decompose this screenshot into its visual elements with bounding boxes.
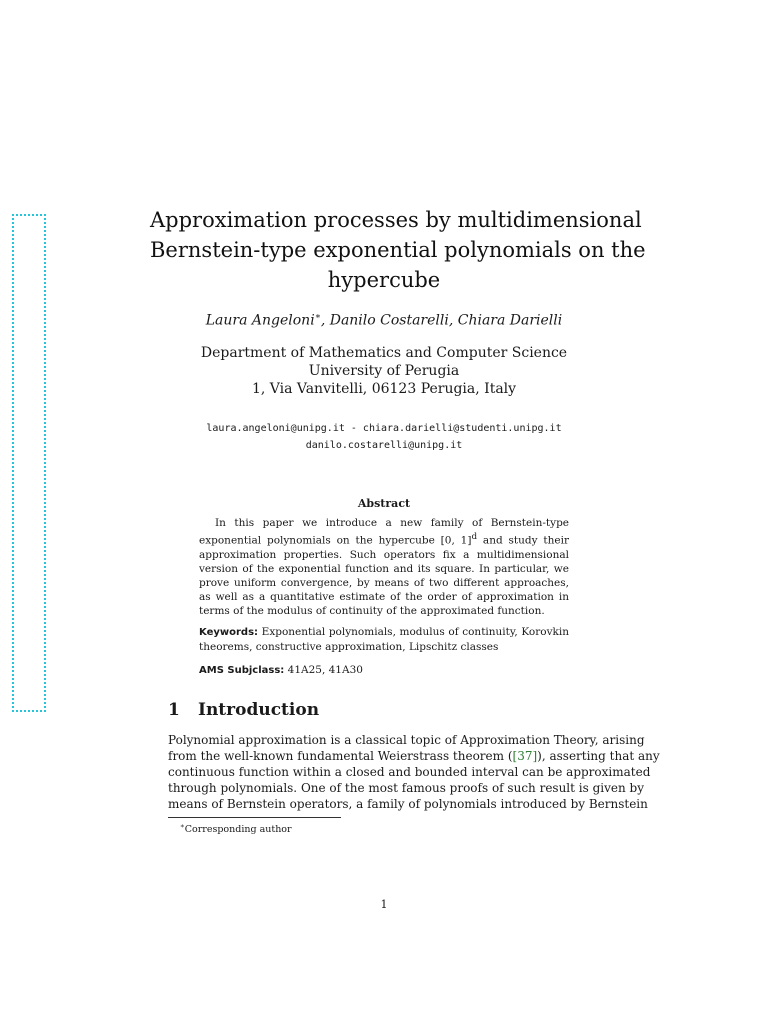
abstract-body: [199, 516, 569, 618]
section-number: 1: [168, 700, 180, 720]
email-line: laura.angeloni@unipg.it - chiara.darielli@studenti.unipg.it: [206, 423, 562, 434]
abstract-text: and study their approximation properties. Such operators fix a multidimensional version of the exponential function and its square. In particular, we prove uniform convergence, by means of two different approaches, as well as a quantitative estimate of the order of approximation in terms of the modulus of continuity of the approximated function.: [199, 534, 569, 617]
paper-title: [150, 205, 646, 295]
affiliation: [150, 344, 618, 398]
keywords-label: Keywords:: [199, 627, 259, 638]
author-name: Laura Angeloni: [205, 312, 315, 329]
email-line: danilo.costarelli@unipg.it: [305, 440, 463, 451]
arxiv-identifier-stamp: [12, 214, 46, 712]
title-line: Approximation processes by multidimensional: [150, 208, 642, 232]
affiliation-line: 1, Via Vanvitelli, 06123 Perugia, Italy: [251, 381, 517, 397]
section-title: Introduction: [198, 700, 320, 720]
text-line: [168, 748, 660, 764]
text-line: means of Bernstein operators, a family of polynomials introduced by Bernstein: [168, 797, 648, 811]
section-heading: [168, 700, 319, 720]
footnote-mark: ∗: [180, 822, 185, 830]
introduction-paragraph: [168, 732, 660, 812]
citation-link[interactable]: [37]: [512, 749, 538, 763]
text-segment: ), asserting that any: [537, 749, 660, 763]
ams-subject-class: [199, 663, 569, 678]
footnote: [180, 820, 292, 836]
author-emails: [150, 420, 618, 454]
abstract-superscript: d: [471, 532, 478, 542]
abstract-heading: Abstract: [357, 497, 411, 510]
abstract-paragraph: [199, 516, 569, 618]
ams-label: AMS Subjclass:: [199, 665, 285, 676]
text-line: through polynomials. One of the most famous proofs of such result is given by: [168, 781, 644, 795]
corresponding-author-mark: ∗: [314, 312, 321, 322]
title-line: hypercube: [327, 268, 441, 292]
author-names-rest: , Danilo Costarelli, Chiara Darielli: [320, 312, 563, 329]
text-line: continuous function within a closed and bounded interval can be approximated: [168, 765, 651, 779]
affiliation-line: Department of Mathematics and Computer Science: [200, 345, 568, 361]
keywords-text: Exponential polynomials, modulus of continuity, Korovkin theorems, constructive approximation, Lipschitz classes: [199, 626, 570, 653]
affiliation-line: University of Perugia: [308, 363, 460, 379]
text-segment: from the well-known fundamental Weierstrass theorem (: [168, 749, 513, 763]
text-line: Polynomial approximation is a classical topic of Approximation Theory, arising: [168, 733, 645, 747]
author-list: [150, 307, 618, 331]
footnote-divider: [168, 817, 341, 818]
keywords: [199, 625, 569, 654]
abstract-text: In this paper we introduce a new family of Bernstein-type exponential polynomials on the hypercube [0, 1]: [199, 517, 569, 547]
title-line: Bernstein-type exponential polynomials on the: [150, 238, 646, 262]
ams-codes: 41A25, 41A30: [287, 664, 363, 676]
footnote-text: Corresponding author: [184, 824, 292, 836]
page-number: 1: [380, 898, 388, 911]
